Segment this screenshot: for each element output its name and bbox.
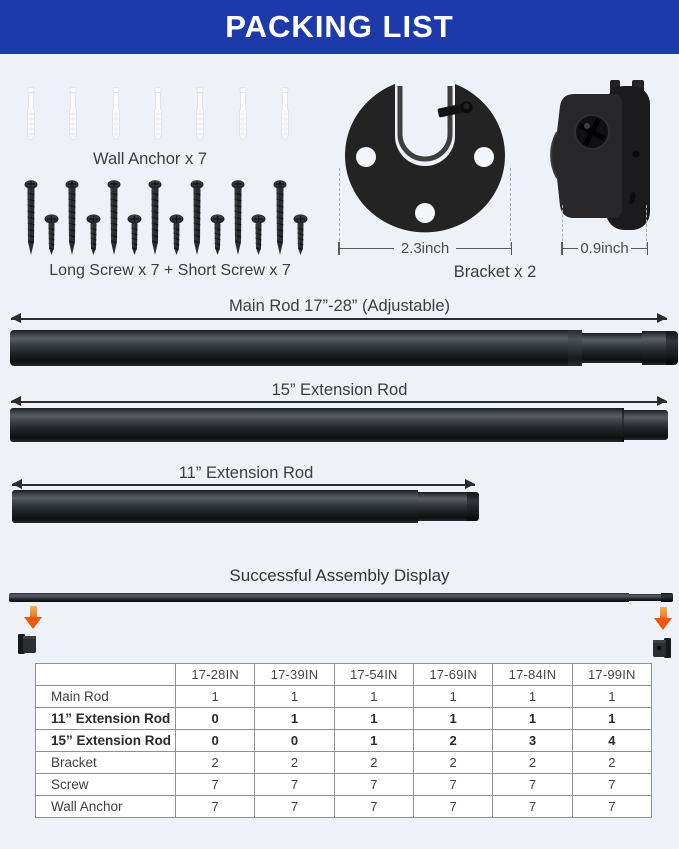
table-row-label: Screw: [36, 774, 176, 796]
table-cell: 1: [255, 708, 334, 730]
table-cell: 2: [572, 752, 651, 774]
down-arrow-icon: [654, 607, 672, 630]
table-cell: 7: [572, 796, 651, 818]
wall-anchor-icon: [279, 86, 291, 146]
assembly-title: Successful Assembly Display: [229, 566, 450, 585]
wall-anchor-row: [25, 86, 291, 148]
assembled-rod-image: [9, 593, 673, 602]
ext11-length-arrow: [12, 484, 475, 486]
table-column-header: 17-54IN: [334, 664, 413, 686]
wall-anchor-label: Wall Anchor x 7: [92, 150, 208, 168]
table-row: [36, 686, 652, 708]
table-column-header: [36, 664, 176, 686]
quantity-table: [35, 663, 652, 818]
long-screw-icon: [273, 180, 287, 256]
table-row-label: Main Rod: [36, 686, 176, 708]
table-row-label: 11” Extension Rod: [36, 708, 176, 730]
arrow-head: [654, 618, 672, 630]
table-cell: 7: [334, 774, 413, 796]
table-cell: 1: [493, 708, 572, 730]
table-cell: 1: [413, 686, 492, 708]
table-row: [36, 752, 652, 774]
table-cell: 4: [572, 730, 651, 752]
page-title: PACKING LIST: [225, 9, 454, 44]
table-cell: 1: [255, 686, 334, 708]
table-column-header: 17-99IN: [572, 664, 651, 686]
ext15-length-arrow: [11, 401, 667, 403]
short-screw-icon: [251, 214, 266, 256]
rod-segment: [12, 490, 418, 523]
wall-anchor-icon: [152, 86, 164, 146]
down-arrow-icon: [24, 606, 42, 629]
table-cell: 7: [334, 796, 413, 818]
mini-bracket-icon: [649, 636, 671, 660]
rod-segment: [10, 330, 568, 366]
table-cell: 0: [176, 730, 255, 752]
table-cell: 7: [493, 774, 572, 796]
bracket-label: Bracket x 2: [453, 263, 537, 281]
mini-bracket-icon: [18, 632, 40, 656]
table-cell: 2: [493, 752, 572, 774]
table-cell: 7: [572, 774, 651, 796]
dimension-tick: [511, 242, 513, 255]
rod-end-cap: [624, 410, 668, 440]
table-column-header: 17-39IN: [255, 664, 334, 686]
dimension-line: [563, 248, 579, 249]
rod-joint: [568, 330, 582, 366]
table-cell: 0: [255, 730, 334, 752]
table-cell: 1: [334, 708, 413, 730]
short-screw-icon: [169, 214, 184, 256]
table-row-label: 15” Extension Rod: [36, 730, 176, 752]
main-rod-image: [10, 330, 668, 366]
table-row: [36, 796, 652, 818]
table-cell: 7: [413, 796, 492, 818]
short-screw-icon: [293, 214, 308, 256]
table-cell: 1: [334, 730, 413, 752]
table-row: [36, 774, 652, 796]
table-cell: 7: [255, 796, 334, 818]
table-header-row: [36, 664, 652, 686]
bracket-side-width-value: 0.9inch: [580, 240, 629, 257]
screw-row: [24, 180, 308, 257]
table-cell: 2: [334, 752, 413, 774]
rod-segment: [10, 408, 622, 442]
short-screw-icon: [44, 214, 59, 256]
arrow-shaft: [30, 606, 37, 617]
wall-anchor-icon: [25, 86, 37, 146]
table-cell: 1: [493, 686, 572, 708]
table-column-header: 17-84IN: [493, 664, 572, 686]
table-cell: 1: [572, 686, 651, 708]
table-cell: 7: [176, 774, 255, 796]
rod-end-cap: [418, 492, 467, 521]
long-screw-icon: [24, 180, 38, 256]
short-screw-icon: [210, 214, 225, 256]
table-cell: 7: [413, 774, 492, 796]
wall-anchor-icon: [110, 86, 122, 146]
wall-anchor-icon: [67, 86, 79, 146]
rod-segment: [9, 593, 629, 602]
ext11-rod-label: 11” Extension Rod: [178, 464, 314, 482]
table-cell: 7: [493, 796, 572, 818]
table-body: [36, 686, 652, 818]
ext15-rod-image: [10, 408, 668, 442]
bracket-front-width-value: 2.3inch: [400, 240, 450, 257]
dimension-tick: [647, 242, 649, 255]
short-screw-icon: [86, 214, 101, 256]
table-cell: 7: [255, 774, 334, 796]
ext11-rod-image: [12, 490, 479, 523]
table-cell: 3: [493, 730, 572, 752]
guide-line: [510, 168, 511, 246]
rod-segment: [629, 594, 661, 601]
main-rod-length-arrow: [11, 318, 667, 320]
short-screw-icon: [127, 214, 142, 256]
table-row-label: Wall Anchor: [36, 796, 176, 818]
table-cell: 7: [176, 796, 255, 818]
wall-anchor-icon: [237, 86, 249, 146]
arrow-shaft: [660, 607, 667, 618]
table-cell: 2: [413, 752, 492, 774]
table-cell: 2: [413, 730, 492, 752]
long-screw-icon: [65, 180, 79, 256]
dimension-line: [456, 248, 510, 249]
rod-end-cap: [642, 331, 668, 365]
long-screw-icon: [107, 180, 121, 256]
bracket-side-width-dimension: [561, 240, 648, 257]
main-rod-label: Main Rod 17”-28” (Adjustable): [228, 297, 451, 315]
long-screw-icon: [148, 180, 162, 256]
table-row: [36, 708, 652, 730]
table-cell: 1: [176, 686, 255, 708]
bracket-front-icon: [338, 78, 512, 236]
table-row: [36, 730, 652, 752]
header-banner: [0, 0, 679, 54]
wall-anchor-icon: [194, 86, 206, 146]
dimension-line: [340, 248, 394, 249]
table-column-header: 17-28IN: [176, 664, 255, 686]
bracket-front-width-dimension: [338, 240, 512, 257]
table-cell: 2: [176, 752, 255, 774]
arrow-head: [24, 617, 42, 629]
table-row-label: Bracket: [36, 752, 176, 774]
table-cell: 0: [176, 708, 255, 730]
rod-tip: [666, 331, 678, 365]
table-cell: 1: [413, 708, 492, 730]
rod-tip: [661, 593, 673, 602]
table-cell: 1: [334, 686, 413, 708]
rod-tip: [467, 492, 479, 521]
ext15-rod-label: 15” Extension Rod: [271, 381, 408, 399]
table-cell: 2: [255, 752, 334, 774]
long-screw-icon: [231, 180, 245, 256]
dimension-line: [631, 248, 647, 249]
screw-label: Long Screw x 7 + Short Screw x 7: [49, 262, 291, 279]
long-screw-icon: [190, 180, 204, 256]
table-cell: 1: [572, 708, 651, 730]
guide-line: [339, 168, 340, 246]
rod-segment: [582, 333, 642, 363]
table-column-header: 17-69IN: [413, 664, 492, 686]
